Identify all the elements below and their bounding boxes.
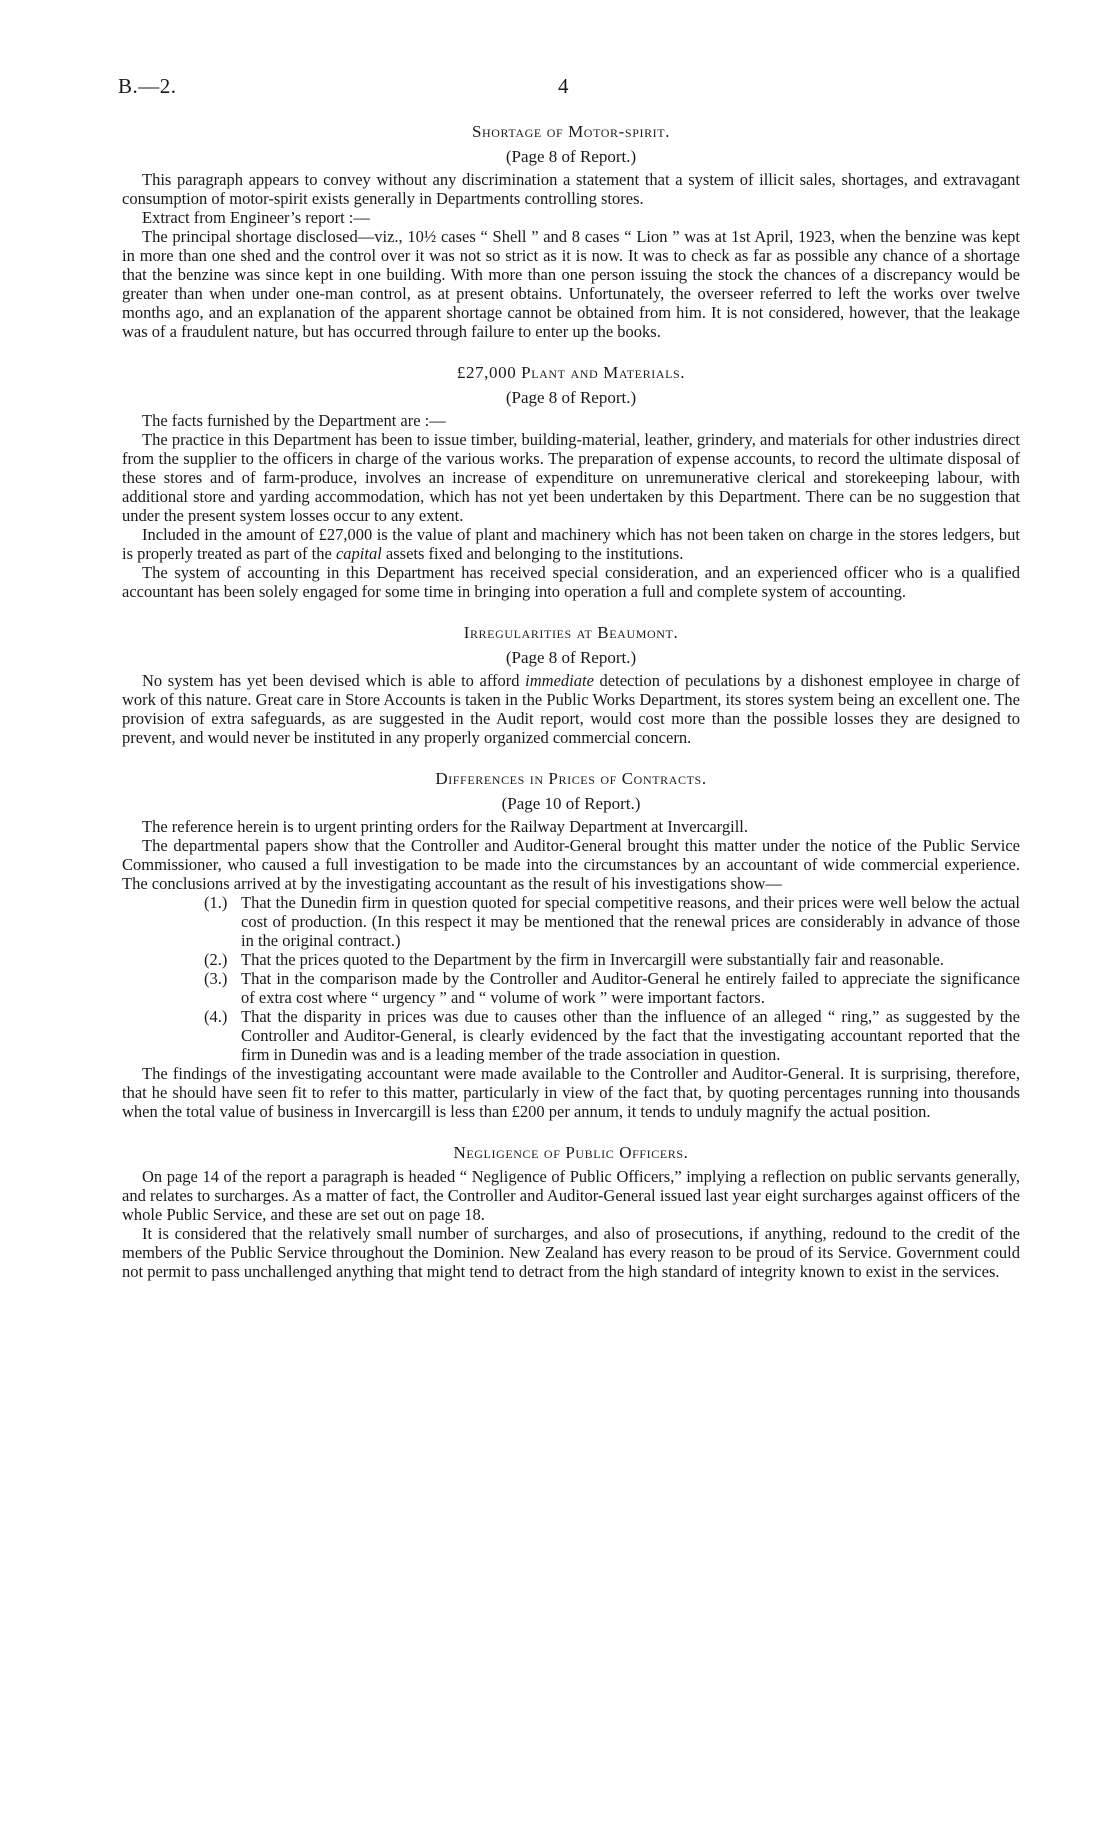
list-text: That the disparity in prices was due to causes other than the influence of an alleged “ ring,” as suggested by the Controller and Auditor-General, is clearly evidenced by the fact that the investigating accountant reported that the firm in Dunedin was and is a leading member of the trade association in question.	[241, 1007, 1020, 1064]
paragraph: The system of accounting in this Department has received special consideration, and an experienced officer who is a qualified accountant has been solely engaged for some time in bringing into operation a full and complete system of accounting.	[122, 563, 1020, 601]
paragraph	[122, 525, 1020, 563]
paragraph: Extract from Engineer’s report :—	[142, 208, 370, 227]
list-number: (4.)	[204, 1007, 228, 1026]
list-number: (2.)	[204, 950, 228, 969]
paragraph: The findings of the investigating accountant were made available to the Controller and Auditor-General. It is surprising, therefore, that he should have seen fit to refer to this matter, particularly in view of the fact that, by quoting percentages running into thousands when the total value of business in Invercargill is less than £200 per annum, it tends to unduly magnify the actual position.	[122, 1064, 1020, 1121]
section-title: Irregularities at Beaumont.	[463, 623, 679, 642]
italic-word: immediate	[525, 671, 594, 690]
paragraph	[122, 671, 1020, 747]
section-negligence	[122, 1143, 1020, 1281]
list-text: That in the comparison made by the Controller and Auditor-General he entirely failed to appreciate the significance of extra cost where “ urgency ” and “ volume of work ” were important factors.	[241, 969, 1020, 1007]
italic-word: capital	[335, 544, 382, 563]
paragraph-text: Included in the amount of £27,000 is the value of plant and machinery which has not been taken on charge in the stores ledgers, but is properly treated as part of the	[122, 525, 1020, 563]
section-reference: (Page 8 of Report.)	[505, 648, 637, 667]
list-item	[122, 893, 1020, 950]
section-motor-spirit	[122, 122, 1020, 341]
document-code: B.—2.	[118, 74, 177, 98]
list-item	[122, 969, 1020, 1007]
paragraph: This paragraph appears to convey without any discrimination a statement that a system of illicit sales, shortages, and extravagant consumption of motor-spirit exists generally in Departments controlling stores.	[122, 170, 1020, 208]
section-contract-prices	[122, 769, 1020, 1121]
section-beaumont	[122, 623, 1020, 747]
list-text: That the Dunedin firm in question quoted for special competitive reasons, and their prices were well below the actual cost of production. (In this respect it may be mentioned that the renewal prices are considerably in advance of those in the original contract.)	[241, 893, 1020, 950]
paragraph: On page 14 of the report a paragraph is headed “ Negligence of Public Officers,” implying a reflection on public servants generally, and relates to surcharges. As a matter of fact, the Controller and Auditor-General issued last year eight surcharges against officers of the whole Public Service, and these are set out on page 18.	[122, 1167, 1020, 1224]
list-number: (3.)	[204, 969, 228, 988]
section-title: Differences in Prices of Contracts.	[435, 769, 707, 788]
section-title: £27,000 Plant and Materials.	[456, 363, 686, 382]
paragraph: It is considered that the relatively small number of surcharges, and also of prosecutions, if anything, redound to the credit of the members of the Public Service throughout the Dominion. New Zealand has every reason to be proud of its Service. Government could not permit to pass unchallenged anything that might tend to detract from the high standard of integrity known to exist in the services.	[122, 1224, 1020, 1281]
section-title: Negligence of Public Officers.	[453, 1143, 689, 1162]
section-plant-materials	[122, 363, 1020, 601]
list-text: That the prices quoted to the Department by the firm in Invercargill were substantially fair and reasonable.	[241, 950, 944, 969]
section-title: Shortage of Motor-spirit.	[471, 122, 671, 141]
paragraph-text: detection of peculations by a dishonest employee in charge of work of this nature. Great care in Store Accounts is taken in the Public Works Department, its stores system being an excellent one. The provision of extra safeguards, as are suggested in the Audit report, would cost more than the possible losses they are designed to prevent, and would never be instituted in any properly organized commercial concern.	[122, 671, 1021, 747]
section-reference: (Page 8 of Report.)	[505, 147, 637, 166]
paragraph-text: assets fixed and belonging to the institutions.	[385, 544, 684, 563]
document-body	[122, 122, 1020, 1303]
section-reference: (Page 8 of Report.)	[505, 388, 637, 407]
list-item	[122, 950, 1020, 969]
page-number: 4	[558, 74, 569, 98]
paragraph: The reference herein is to urgent printing orders for the Railway Department at Invercargill.	[142, 817, 748, 836]
list-number: (1.)	[204, 893, 228, 912]
paragraph: The departmental papers show that the Controller and Auditor-General brought this matter under the notice of the Public Service Commissioner, who caused a full investigation to be made into the circumstances by an accountant of wide commercial experience. The conclusions arrived at by the investigating accountant as the result of his investigations show—	[122, 836, 1020, 893]
section-reference: (Page 10 of Report.)	[501, 794, 641, 813]
paragraph: The principal shortage disclosed—viz., 10½ cases “ Shell ” and 8 cases “ Lion ” was at 1st April, 1923, when the benzine was kept in more than one shed and the control over it was not so strict as it is now. It was to check as far as possible any chance of a shortage that the benzine was since kept in one building. With more than one person issuing the stock the chances of a discrepancy would be greater than when under one-man control, as at present obtains. Unfortunately, the overseer referred to left the works over twelve months ago, and an explanation of the apparent shortage cannot be obtained from him. It is not considered, however, that the leakage was of a fraudulent nature, but has occurred through failure to enter up the books.	[122, 227, 1020, 341]
paragraph: The facts furnished by the Department are :—	[142, 411, 446, 430]
paragraph-text: No system has yet been devised which is able to afford	[142, 671, 520, 690]
paragraph: The practice in this Department has been to issue timber, building-material, leather, grindery, and materials for other industries direct from the supplier to the officers in charge of the various works. The preparation of expense accounts, to record the ultimate disposal of these stores and of farm-produce, involves an increase of expenditure on unremunerative clerical and storekeeping labour, with additional store and yarding accommodation, which has not yet been undertaken by this Department. There can be no suggestion that under the present system losses occur to any extent.	[122, 430, 1020, 525]
list-item	[122, 1007, 1020, 1064]
